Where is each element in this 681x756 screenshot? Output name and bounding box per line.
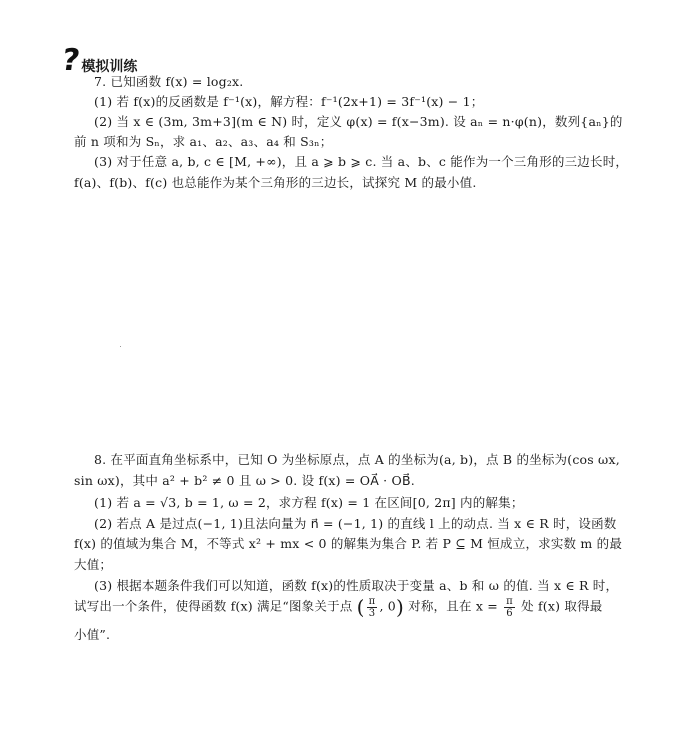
problem-8-part-3-cont — [74, 595, 602, 619]
numerator: π — [506, 595, 513, 607]
section-title: 模拟训练 — [81, 59, 138, 75]
problem-8-stem: 8. 在平面直角坐标系中，已知 O 为坐标原点，点 A 的坐标为(a, b)，点 B 的坐标为(cos ωx, — [94, 452, 620, 467]
problem-8-part-1: (1) 若 a = √3, b = 1, ω = 2，求方程 f(x) = 1 在区间[0, 2π] 内的解集； — [94, 495, 524, 510]
cond-post: 对称，且在 x = — [408, 598, 498, 614]
denominator: 6 — [506, 607, 513, 619]
problem-7-stem: 7. 已知函数 f(x) = log₂x. — [94, 74, 244, 89]
problem-8-part-3: (3) 根据本题条件我们可以知道，函数 f(x)的性质取决于变量 a、b 和 ω 的值. 当 x ∈ R 时， — [94, 578, 619, 593]
problem-8-part-2: (2) 若点 A 是过点(−1, 1)且法向量为 n⃗ = (−1, 1) 的直线 l 上的动点. 当 x ∈ R 时，设函数 — [94, 516, 617, 531]
problem-8-part-2-end: 大值； — [74, 557, 113, 572]
left-paren: ( — [356, 595, 365, 619]
problem-7-part-2: (2) 当 x ∈ (3m, 3m+3](m ∈ N) 时，定义 φ(x) = f(x−3m). 设 aₙ = n·φ(n)，数列{aₙ}的 — [94, 114, 623, 129]
problem-7-part-3-cont: f(a)、f(b)、f(c) 也总能作为某个三角形的三边长，试探究 M 的最小值. — [74, 175, 477, 190]
problem-7-part-1: (1) 若 f(x)的反函数是 f⁻¹(x)，解方程：f⁻¹(2x+1) = 3f⁻¹(x) − 1； — [94, 94, 484, 109]
fraction-pi-6 — [504, 596, 515, 619]
question-mark-icon: ? — [59, 43, 82, 78]
problem-7-part-3: (3) 对于任意 a, b, c ∈ [M, +∞)，且 a ⩾ b ⩾ c. 当 a、b、c 能作为一个三角形的三边长时， — [94, 154, 629, 169]
problem-7-part-2-cont: 前 n 项和为 Sₙ，求 a₁、a₂、a₃、a₄ 和 S₃ₙ； — [74, 134, 333, 149]
numerator: π — [368, 595, 376, 607]
fraction-pi-3 — [367, 596, 378, 619]
cond-end: 处 f(x) 取得最 — [521, 598, 603, 614]
problem-8-part-3-end: 小值”. — [74, 627, 111, 642]
cond-pre: 试写出一个条件，使得函数 f(x) 满足“图象关于点 — [74, 598, 353, 614]
problem-8-stem-cont: sin ωx)，其中 a² + b² ≠ 0 且 ω > 0. 设 f(x) = OA⃗ · OB⃗. — [74, 473, 415, 488]
problem-8-part-2-cont: f(x) 的值域为集合 M，不等式 x² + mx < 0 的解集为集合 P. 若 P ⊆ M 恒成立，求实数 m 的最 — [74, 536, 623, 551]
right-paren: ) — [395, 595, 404, 619]
denominator: 3 — [368, 607, 376, 619]
speck — [120, 346, 121, 347]
cond-mid: , 0 — [379, 598, 396, 614]
